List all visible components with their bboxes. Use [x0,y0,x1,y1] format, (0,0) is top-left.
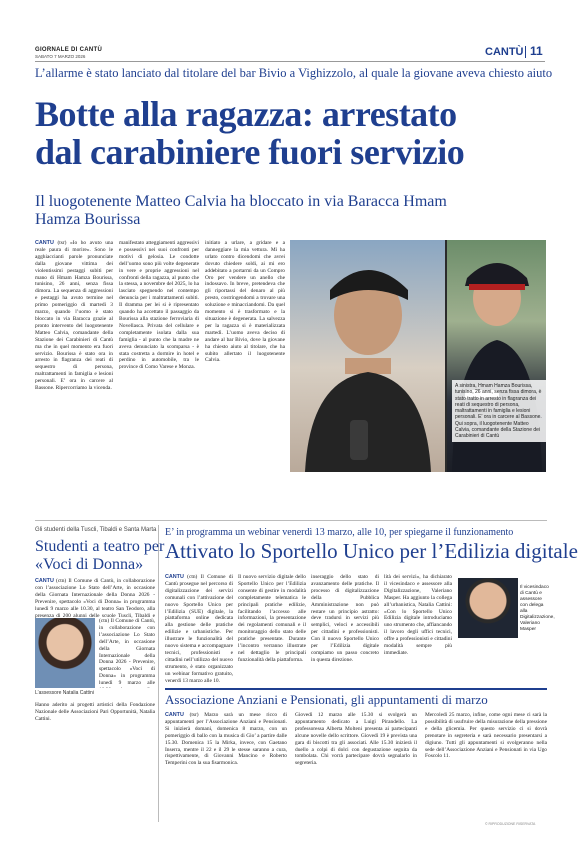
second-column-3 [311,574,379,684]
masthead-divider [525,46,526,58]
city-tag: CANTÙ [165,574,184,580]
issue-date: SABATO 7 MARZO 2026 [35,54,86,59]
second-col1-text: (ctn) Il Comune di Cantù prosegue nel percorso di digitalizzazione dei servizi comunali con l’attivazione del nuovo Sportello Unico per l’Edilizia (SUE) digitale, la piattaforma online dedicata alla gestione delle pratiche edilizie e urbanistiche. Per illustrare le funzionalità del nuovo sistema e accompagnare tecnici, professionisti e cittadini nell’utilizzo del nuovo strumento, è stato organizzato un webinar formativo gratuito, venerdì 13 marzo alle 10. [165,574,233,684]
main-col2-text: manifestato atteggiamenti aggressivi e possessivi nei suoi confronti per motivi di gelosia. Le condotte dell’uomo sono più volte degenerate in vere e proprie aggressioni nel confronti della ragazza, al punto che la stessa, a novembre del 2025, lo ha lasciato spegnendo nel contempo denuncia per i maltrattamenti subiti. Il dramma per lei si è ripresentato quando ha accettato il passaggio da Bourissa alla stazione ferroviaria di Novellasca. Privata del cellulare e completamente isolata dalla sua famiglia - al punto che la madre ne aveva denunciato la scomparsa - è stata costretta a dormire in hotel e perdino in automobile, tra le province di Como Varese e Monza. [119,240,199,371]
suspect-illustration [290,240,445,472]
main-column-1 [35,240,113,515]
section-divider [35,520,547,521]
second-kicker: E’ in programma un webinar venerdì 13 marzo, alle 10, per spiegarne il funzionamento [165,527,514,538]
sidebar-closing-text: Hanno aderito ai progetti artistici della Fondazione Nazionale delle Associazioni Pari Opportunità, Natalia Cattini. [35,702,155,722]
main-headline [35,96,545,172]
top-rule [35,61,545,62]
sidebar-body: (ctn) Il Comune di Cantù, in collaborazione con l’associazione Lo Stato dell’Arte, in occasione della Giornata Internazionale della Donna 2026 - Prevenire, spettacolo «Voci di Donna» in programma lunedì 9 marzo alle 10.30, al teatro San Teodoro, alla presenza di 200 alunni delle scuole Tuscli, Tibaldi e [35,578,155,618]
second-title: Attivato lo Sportello Unico per l’Edilizia digitale [165,539,578,563]
third-title: Associazione Anziani e Pensionati, gli appuntamenti di marzo [165,692,488,707]
copyright-notice: © RIPRODUZIONE RISERVATA [485,822,536,826]
main-subhead: Il luogotenente Matteo Calvia ha bloccato in via Baracca Hmam Hamza Bourissa [35,193,447,229]
sidebar-kicker: Gli studenti della Tuscli, Tibaldi e Santa Marta [35,527,157,533]
third-column-2 [295,712,417,820]
main-kicker: L’allarme è stato lanciato dal titolare del bar Bivio a Vighizzolo, al quale la giovane aveva chiesto aiuto [35,66,553,80]
third-column-3 [425,712,547,820]
third-col1-text: (tsr) Marzo sarà un mese ricco di appuntamenti per l’Associazione Anziani e Pensionati. Si inizierà domani, domenica 8 marzo, con un pomeriggio di ballo con la musica di Gio’ a partire dalle 15.30. Domenica 15 la Mirka, invece, con Gaetano Inserra, mentre il 22 e il 29 le stesse saranno a cura, rispettivamente, di Giovanni Mancino e Roberto Temperini con la sua fisarmonica. [165,712,287,767]
newspaper-name: GIORNALE DI CANTÙ [35,47,103,53]
sidebar-intro [35,578,155,618]
headline-line-1: Botte alla ragazza: arrestato [35,94,457,134]
assessore-portrait [35,618,95,688]
third-col2-text: Giovedì 12 marzo alle 15.30 si svolgerà un appuntamento dedicato a Luigi Pirandello. La professoressa Alberta Molteni presenta ai partecipanti alcune novelle dello scrittore. Giovedì 19 è prevista una gara di biscotti tra gli associati. Alle 15.30 inizierà il duello a colpi di dolci con degustazione seguita da tombolata. Chi vorrà partecipare dovrà segnalarlo in segreteria. [295,712,417,767]
vicesindaco-caption: Il vicesindaco di Cantù e assessore con delega alla Digitalizzazione, Valeriano Masper [520,585,555,632]
main-col1-text: (tsr) «Io ho avuto una reale paura di morire». Sono le agghiaccianti parole pronunciate dalla giovane vittima dei violentissimi pestaggi subiti per mano di Hmam Hamza Bourissa, tunisino, 26 anni, senza fissa dimora. La sequenza di aggressioni e pestaggi ha avuto termine nel primo pomeriggio di martedì 3 marzo, quando l’uomo è stato bloccato in via Baracca grazie al pronto intervento del luogotenente Matteo Calvia, comandante della Stazione dei Carabinieri di Cantù ma che in quel momento era fuori servizio. Bourissa è stato ora in arresto in flagranza dei reati di sequestro di persona, maltrattamenti in famiglia e lesioni personali. E’ ora in carcere al Bassone. Ripercorriamo la vicenda. [35,240,113,392]
page-number: 11 [530,44,543,58]
second-col4-text: lità dei servizi», ha dichiarato il vicesindaco e assessore alla Digitalizzazione, Valeriano Masper. Ha aggiunto la collega all’urbanistica, Natalia Cattini: «Con lo Sportello Unico Edilizia digitale introduciamo uno strumento che, affiancando il lavoro degli uffici tecnici, offre a professionisti e cittadini modalità sempre più immediate. [384,574,452,656]
city-tag: CANTÙ [35,240,54,246]
section-tag: CANTÙ [485,46,524,58]
second-column-4 [384,574,452,684]
sidebar-closing [35,702,155,820]
main-column-3 [205,240,285,515]
main-photo-caption: A sinistra, Hmam Hamza Bourissa, tunisino, 26 anni, senza fissa dimora, è stato tratto in arresto in flagranza dei reati di sequestro di persona, maltrattamenti in famiglia e lesioni personali. E’ ora in carcere al Bassone. Qui sopra, il luogotenente Matteo Calvia, comandante della Stazione dei Carabinieri di Cantù [452,380,546,442]
second-col2-text: Il nuovo servizio digitale dello Sportello Unico per l’Edilizia consente di gestire in modalità completamente telematica le principali pratiche edilizie, facilitando l’accesso alle informazioni, la presentazione dei regolamenti comunali e il monitoraggio dello stato delle pratiche presentate. Durante l’incontro verranno illustrate nel dettaglio le principali funzionalità della piattaforma. [238,574,306,663]
portrait-caption: L’assessore Natalia Cattini [35,690,94,696]
headline-line-2: dal carabiniere fuori servizio [35,131,465,172]
sidebar-title: Studenti a teatro per «Voci di Donna» [35,538,165,573]
city-tag: CANTÙ [35,578,54,584]
second-column-2 [238,574,306,684]
second-column-1 [165,574,233,684]
third-column-1 [165,712,287,820]
main-column-2 [119,240,199,515]
suspect-photo [290,240,445,472]
sidebar-body-cont: (ctn) Il Comune di Cantù, in collaborazione con l’associazione Lo Stato dell’Arte, in occasione della Giornata Internazionale della Donna 2026 - Prevenire, spettacolo «Voci di Donna» in programma lunedì 9 marzo alle [99,618,155,687]
second-col3-text: inseraggio dello stato di avanzamento delle pratiche. Il processo di digitalizzazione della Pubblica Amministrazione non può restare un principio astratto: deve tradursi in servizi più semplici, veloci e accessibili per cittadini e professionisti. Con il nuovo Sportello Unico per l’Edilizia digitale compiamo un passo concreto in questa direzione. [311,574,379,663]
third-col3-text: Mercoledì 25 marzo, infine, come ogni mese ci sarà la possibilità di usufruire della misurazione della pressione e della glicemia. Per questo servizio ci si dovrà prenotare in segreteria e sarà necessario presentarsi a digiuno. Tutti gli appuntamenti si svolgeranno nella sede dell’Associazione Anziani e Pensionati in via Ugo Foscolo 11. [425,712,547,760]
main-col3-text: initiato a urlare, a gridare e a danneggiare la mia vettura. Mi ha urlato contro dicendomi che avrei dovuto chiedere soldi, ai mi ero addebitato a portarmi da un Compro Oro per vendere un anello che indossavo. In breve, pretendeva che gli riportassi del denaro al più presto, costringendomi a trovare una soluzione e minacciandomi. Da quel momento si è trasformato e la situazione è degenerata. La salvezza per la ragazza si è materializzata martedì. L’uomo aveva deciso di andare al bar Bivio, dove la giovane ha chiesto aiuto al titolare, che ha subito allertato il luogotenente Calvia. [205,240,285,364]
sidebar-side-text [99,618,155,688]
vicesindaco-photo [458,578,518,638]
city-tag: CANTÙ [165,712,184,718]
